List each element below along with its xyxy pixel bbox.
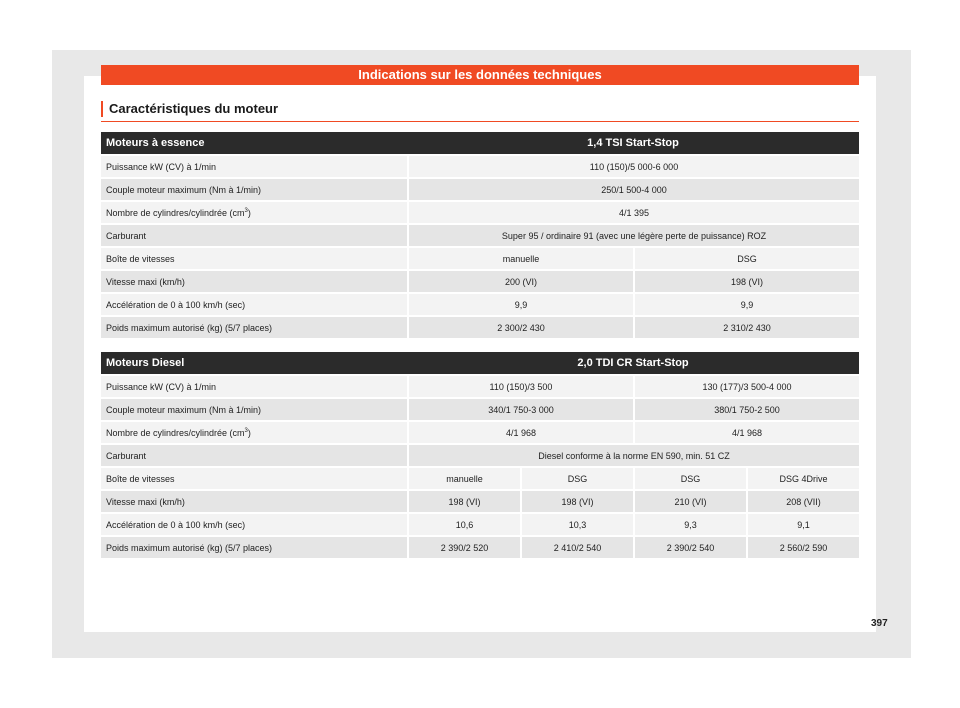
row-value: DSG (633, 248, 859, 269)
row-value: 130 (177)/3 500-4 000 (633, 376, 859, 397)
row-label: Carburant (101, 225, 407, 246)
row-label: Puissance kW (CV) à 1/min (101, 376, 407, 397)
petrol-header-label: Moteurs à essence (101, 132, 407, 154)
table-row (101, 399, 859, 420)
row-value: 2 410/2 540 (520, 537, 633, 558)
row-value: 9,9 (407, 294, 633, 315)
row-value: 2 300/2 430 (407, 317, 633, 338)
row-value: DSG (520, 468, 633, 489)
row-value: manuelle (407, 248, 633, 269)
petrol-header-engine: 1,4 TSI Start-Stop (407, 132, 859, 154)
row-value: 9,3 (633, 514, 746, 535)
table-row (101, 491, 859, 512)
section-title: Caractéristiques du moteur (101, 101, 859, 117)
row-value: 110 (150)/5 000-6 000 (407, 156, 859, 177)
row-value: 4/1 395 (407, 202, 859, 223)
row-label: Vitesse maxi (km/h) (101, 491, 407, 512)
diesel-engine-table (101, 350, 859, 560)
chapter-banner: Indications sur les données techniques (101, 65, 859, 85)
table-row (101, 294, 859, 315)
table-row (101, 225, 859, 246)
row-label: Accélération de 0 à 100 km/h (sec) (101, 294, 407, 315)
row-value: 200 (VI) (407, 271, 633, 292)
row-value: 2 390/2 540 (633, 537, 746, 558)
section-divider (101, 121, 859, 122)
table-row (101, 422, 859, 443)
row-label: Puissance kW (CV) à 1/min (101, 156, 407, 177)
row-value: 2 310/2 430 (633, 317, 859, 338)
row-value: 380/1 750-2 500 (633, 399, 859, 420)
row-label: Boîte de vitesses (101, 248, 407, 269)
row-value: Super 95 / ordinaire 91 (avec une légère perte de puissance) ROZ (407, 225, 859, 246)
row-label: Couple moteur maximum (Nm à 1/min) (101, 179, 407, 200)
row-value: 9,1 (746, 514, 859, 535)
table-row (101, 445, 859, 466)
row-value: 9,9 (633, 294, 859, 315)
row-value: 4/1 968 (633, 422, 859, 443)
diesel-header-engine: 2,0 TDI CR Start-Stop (407, 352, 859, 374)
row-value: 2 390/2 520 (407, 537, 520, 558)
table-row (101, 468, 859, 489)
row-label: Boîte de vitesses (101, 468, 407, 489)
table-row (101, 202, 859, 223)
row-value: 250/1 500-4 000 (407, 179, 859, 200)
table-row (101, 179, 859, 200)
row-value: 198 (VI) (633, 271, 859, 292)
row-value: 210 (VI) (633, 491, 746, 512)
row-value: DSG (633, 468, 746, 489)
row-label: Nombre de cylindres/cylindrée $(cm^3)$ (101, 202, 407, 223)
diesel-header-label: Moteurs Diesel (101, 352, 407, 374)
row-label: Couple moteur maximum (Nm à 1/min) (101, 399, 407, 420)
table-row (101, 514, 859, 535)
row-label: Poids maximum autorisé (kg) (5/7 places) (101, 537, 407, 558)
row-value: 340/1 750-3 000 (407, 399, 633, 420)
row-label: Accélération de 0 à 100 km/h (sec) (101, 514, 407, 535)
row-value: DSG 4Drive (746, 468, 859, 489)
row-value: 4/1 968 (407, 422, 633, 443)
row-label: Carburant (101, 445, 407, 466)
row-value: 208 (VII) (746, 491, 859, 512)
petrol-engine-table (101, 130, 859, 340)
row-value: 110 (150)/3 500 (407, 376, 633, 397)
row-label: Poids maximum autorisé (kg) (5/7 places) (101, 317, 407, 338)
row-value: 10,6 (407, 514, 520, 535)
table-row (101, 317, 859, 338)
table-row (101, 271, 859, 292)
row-value: 198 (VI) (407, 491, 520, 512)
table-row (101, 156, 859, 177)
table-row (101, 248, 859, 269)
page-number: 397 (871, 618, 888, 629)
row-value: 198 (VI) (520, 491, 633, 512)
row-value: manuelle (407, 468, 520, 489)
row-value: 2 560/2 590 (746, 537, 859, 558)
table-row (101, 537, 859, 558)
row-label: Nombre de cylindres/cylindrée $(cm^3)$ (101, 422, 407, 443)
table-row (101, 376, 859, 397)
row-value: Diesel conforme à la norme EN 590, min. 51 CZ (407, 445, 859, 466)
row-value: 10,3 (520, 514, 633, 535)
row-label: Vitesse maxi (km/h) (101, 271, 407, 292)
